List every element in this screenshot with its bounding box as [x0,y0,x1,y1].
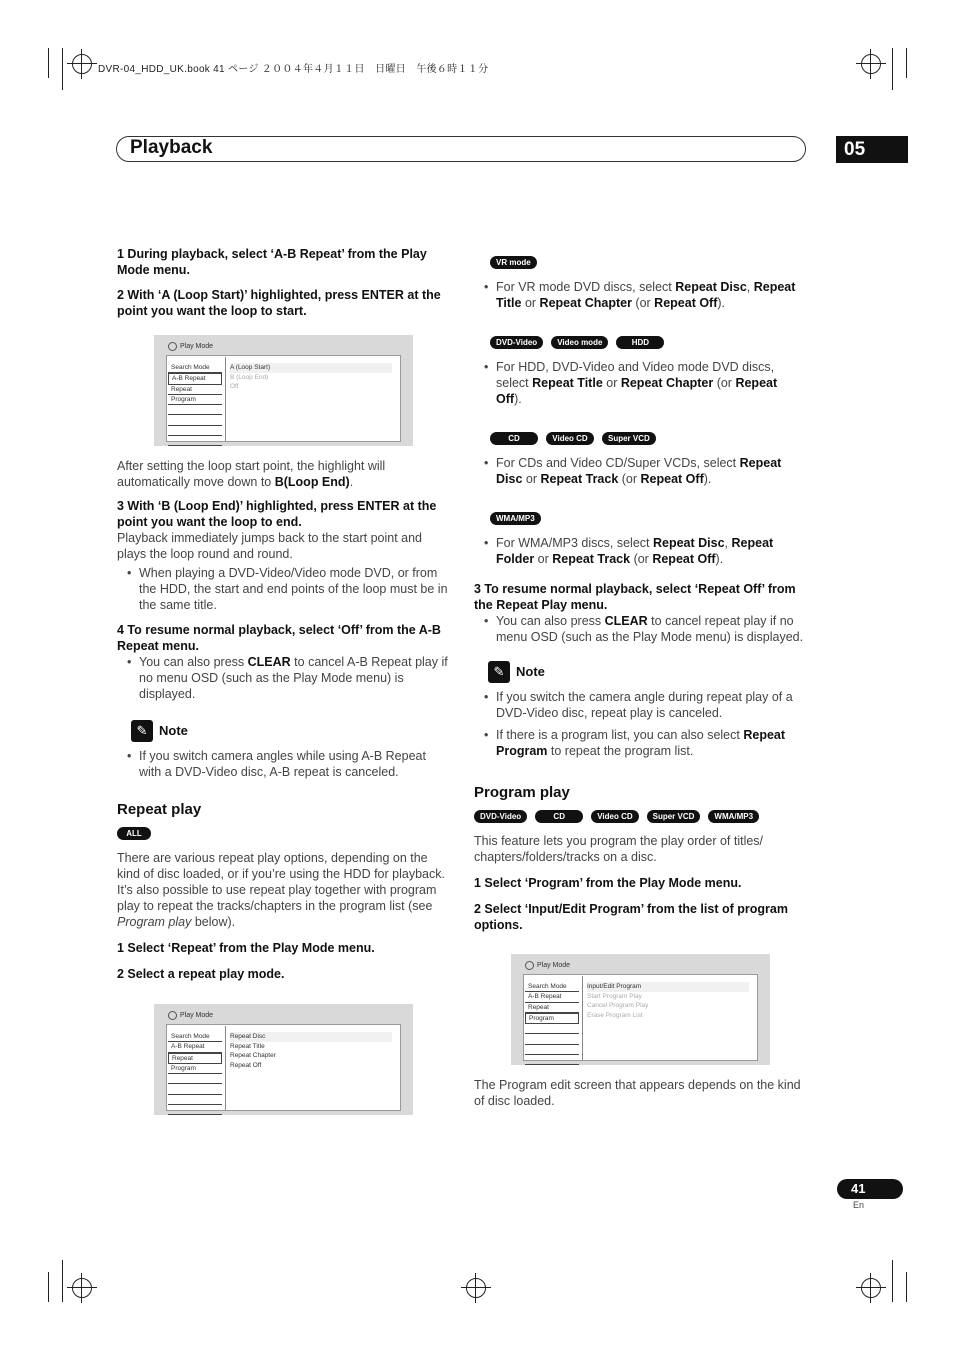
crop-mark [62,1260,63,1302]
badge-cd: CD [535,810,583,823]
registration-mark-icon [72,54,92,74]
chapter-number: 05 [836,136,908,163]
play-mode-screen-ab [154,335,413,446]
play-mode-screen-program [511,954,770,1065]
note-bullet: • If you switch camera angles while using A-B Repeat with a DVD-Video disc, A-B repeat is canceled. [117,748,449,780]
registration-mark-icon [861,54,881,74]
repeat-step-1: 1 Select ‘Repeat’ from the Play Mode menu. [117,941,375,955]
repeat-step-3-bullet: • You can also press CLEAR to cancel repeat play if no menu OSD (such as the Play Mode menu) is displayed. [474,613,806,645]
step-3: 3 With ‘B (Loop End)’ highlighted, press ENTER at the point you want the loop to end. [117,499,437,529]
cd-badges [490,429,806,445]
menu-item-search-mode[interactable]: Search Mode [525,982,579,992]
hdd-badges [490,333,806,349]
crop-mark [48,1272,49,1302]
program-options [587,982,749,1020]
menu-item-ab-repeat[interactable]: A-B Repeat [168,373,222,384]
note-bullet-1: • If you switch the camera angle during repeat play of a DVD-Video disc, repeat play is canceled. [474,689,806,721]
program-step-1: 1 Select ‘Program’ from the Play Mode menu. [474,876,742,890]
page-number: 41 [837,1179,903,1199]
play-mode-menu [168,363,222,446]
right-column [474,253,806,942]
program-step-2: 2 Select ‘Input/Edit Program’ from the list of program options. [474,902,788,932]
option-repeat-disc[interactable]: Repeat Disc [230,1032,392,1042]
menu-item-repeat[interactable]: Repeat [168,385,222,395]
program-badges [474,807,806,823]
menu-item-empty [525,1034,579,1044]
play-mode-menu [168,1032,222,1115]
menu-item-empty [168,405,222,415]
cd-bullet: • For CDs and Video CD/Super VCDs, select Repeat Disc or Repeat Track (or Repeat Off). [474,455,806,487]
wma-badges [490,509,806,525]
registration-mark-icon [861,1278,881,1298]
step-1: 1 During playback, select ‘A-B Repeat’ from the Play Mode menu. [117,247,427,277]
badge-cd: CD [490,432,538,445]
menu-item-empty [525,1024,579,1034]
program-intro: This feature lets you program the play order of titles/ chapters/folders/tracks on a disc. [474,834,764,864]
repeat-options [230,1032,392,1070]
menu-item-search-mode[interactable]: Search Mode [168,1032,222,1042]
menu-item-ab-repeat[interactable]: A-B Repeat [525,992,579,1002]
option-repeat-off[interactable]: Repeat Off [230,1061,262,1069]
badge-wma-mp3: WMA/MP3 [708,810,759,823]
vr-badges [490,253,806,269]
option-loop-start[interactable]: A (Loop Start) [230,363,392,373]
badge-video-cd: Video CD [546,432,594,445]
option-repeat-title[interactable]: Repeat Title [230,1042,265,1050]
step-4: 4 To resume normal playback, select ‘Off’ from the A-B Repeat menu. [117,623,441,653]
play-mode-screen-repeat [154,1004,413,1115]
registration-mark-icon [466,1278,486,1298]
language-code: En [853,1200,865,1210]
right-column-end [474,1077,806,1117]
option-cancel-program-play[interactable]: Cancel Program Play [587,1002,649,1009]
disc-icon [168,1011,177,1020]
badge-all: ALL [117,827,151,840]
wma-bullet: • For WMA/MP3 discs, select Repeat Disc, Repeat Folder or Repeat Track (or Repeat Off). [474,535,806,567]
option-erase-program-list[interactable]: Erase Program List [587,1011,643,1019]
menu-item-repeat[interactable]: Repeat [525,1003,579,1013]
step-3-bullet: • When playing a DVD-Video/Video mode DVD, or from the HDD, the start and end points of the loop must be in the same title. [117,565,449,613]
menu-item-empty [168,415,222,425]
menu-item-program[interactable]: Program [168,395,222,405]
screen-title: Play Mode [525,961,570,970]
step-4-bullet: • You can also press CLEAR to cancel A-B Repeat play if no menu OSD (such as the Play Mode menu) is displayed. [117,654,449,702]
option-start-program-play[interactable]: Start Program Play [587,992,642,1000]
note-bullet-2: • If there is a program list, you can also select Repeat Program to repeat the program list. [474,727,806,759]
page-title: Playback [130,137,213,158]
left-column [117,246,449,328]
menu-item-repeat[interactable]: Repeat [168,1053,222,1064]
crop-mark [62,48,63,90]
menu-divider [225,1026,226,1110]
repeat-badges [117,824,449,840]
ab-options [230,363,392,392]
menu-item-program[interactable]: Program [525,1013,579,1024]
section-title-program-play: Program play [474,784,570,801]
menu-item-empty [525,1045,579,1055]
pencil-icon: ✎ [131,720,153,742]
menu-item-ab-repeat[interactable]: A-B Repeat [168,1042,222,1052]
play-mode-menu [525,982,579,1065]
menu-item-empty [168,1105,222,1115]
menu-item-empty [168,1084,222,1094]
menu-item-empty [168,426,222,436]
disc-icon [525,961,534,970]
screen-title: Play Mode [168,342,213,351]
badge-dvd-video: DVD-Video [490,336,543,349]
section-title-repeat-play: Repeat play [117,801,202,818]
disc-icon [168,342,177,351]
loop-start-note: After setting the loop start point, the highlight will automatically move down to B(Loop End). [117,459,386,489]
repeat-step-3: 3 To resume normal playback, select ‘Repeat Off’ from the Repeat Play menu. [474,582,796,612]
crop-mark [892,48,893,90]
step-2: 2 With ‘A (Loop Start)’ highlighted, press ENTER at the point you want the loop to start. [117,288,441,318]
crop-mark [906,48,907,78]
header-bar [116,136,806,162]
badge-video-mode: Video mode [551,336,608,349]
left-column-cont [117,458,449,991]
screen-title: Play Mode [168,1011,213,1020]
option-input-edit-program[interactable]: Input/Edit Program [587,982,749,992]
repeat-intro: There are various repeat play options, depending on the kind of disc loaded, or if you’re using the HDD for playback. It’s also possible to use repeat play together with program play to repeat the tracks/chapters in the program list (see Program play below). [117,851,445,929]
pencil-icon: ✎ [488,661,510,683]
crop-mark [892,1260,893,1302]
crop-mark [48,48,49,78]
repeat-step-2: 2 Select a repeat play mode. [117,967,285,981]
badge-video-cd: Video CD [591,810,638,823]
option-off[interactable]: Off [230,383,239,390]
badge-dvd-video: DVD-Video [474,810,527,823]
menu-item-empty [525,1055,579,1065]
menu-item-empty [168,1095,222,1105]
note-heading: ✎ Note [131,720,449,742]
badge-hdd: HDD [616,336,664,349]
menu-item-search-mode[interactable]: Search Mode [168,363,222,373]
note-heading: ✎ Note [488,661,806,683]
option-repeat-chapter[interactable]: Repeat Chapter [230,1052,276,1059]
print-header-line: DVR-04_HDD_UK.book 41 ページ ２００４年４月１１日 日曜日 午後６時１１分 [98,64,489,75]
option-loop-end[interactable]: B (Loop End) [230,373,269,381]
menu-item-empty [168,436,222,446]
vr-bullet: • For VR mode DVD discs, select Repeat Disc, Repeat Title or Repeat Chapter (or Repeat Off). [474,279,806,311]
step-3-text: Playback immediately jumps back to the start point and plays the loop round and round. [117,531,423,561]
menu-divider [225,357,226,441]
program-closing: The Program edit screen that appears depends on the kind of disc loaded. [474,1078,801,1108]
menu-item-program[interactable]: Program [168,1064,222,1074]
badge-vr-mode: VR mode [490,256,537,269]
crop-mark [906,1272,907,1302]
badge-wma-mp3: WMA/MP3 [490,512,541,525]
badge-super-vcd: Super VCD [602,432,656,445]
hdd-bullet: • For HDD, DVD-Video and Video mode DVD discs, select Repeat Title or Repeat Chapter (or Repeat Off). [474,359,806,407]
menu-divider [582,976,583,1060]
badge-super-vcd: Super VCD [647,810,701,823]
registration-mark-icon [72,1278,92,1298]
menu-item-empty [168,1074,222,1084]
